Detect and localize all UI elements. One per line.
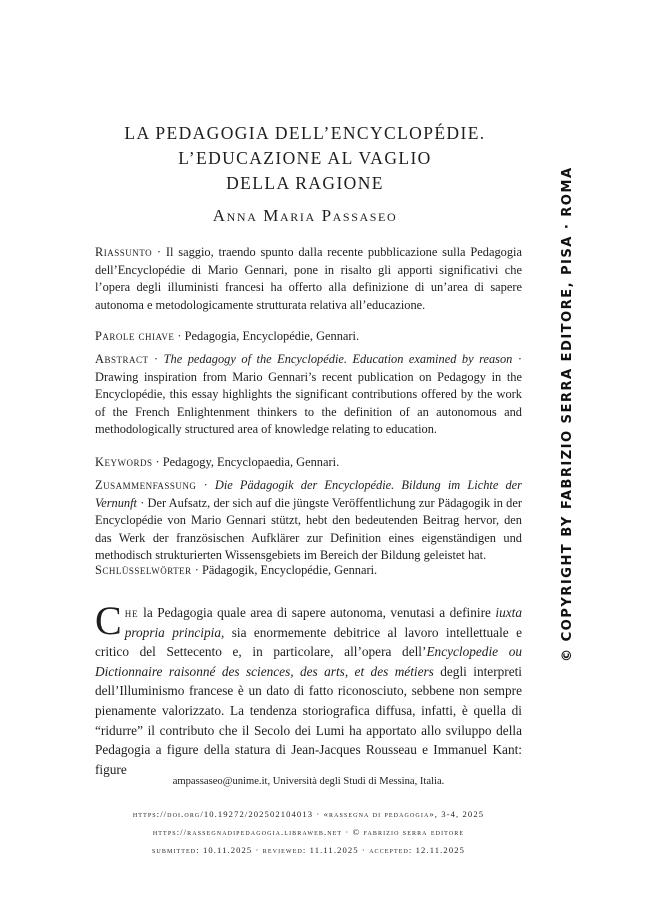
abstract-text: Il saggio, traendo spunto dalla recente pubblicazione sulla Pedagogia dell’Encyclopédie di Mario Gennari, pone in risalto gli apporti significativi che l’opera degli illuministi francesi ha offerto alla definizione di un’area di sapere autonoma e metodologicamente strutturata relativa all’educazione. [95,245,522,312]
body-italic-span: iuxta propria principia [124,605,522,640]
author-name: Anna Maria Passaseo [212,206,398,225]
title-line: L’EDUCAZIONE AL VAGLIO [178,148,432,168]
drop-cap: C [95,598,122,643]
keywords-italian [95,328,522,346]
separator: · [152,455,163,469]
separator: · [152,245,166,259]
keywords-label: Schlüsselwörter [95,563,192,577]
body-text-span: degli interpreti dell’Illuminismo francese è un dato di fatto riconosciuto, sebbene non sempre pienamente valorizzato. La tendenza storiografica diffusa, infatti, è quella di “ridurre” il contributo che il Secolo dei Lumi ha apportato allo sviluppo della Pedagogia a figure della statura di Jean-Jacques Rousseau e Immanuel Kant: figure [95,663,522,777]
abstract-label: Abstract [95,352,149,366]
separator: · [174,329,185,343]
lead-word: he [124,605,139,620]
keywords-text: Pädagogik, Encyclopédie, Gennari. [202,563,378,577]
keywords-text: Pedagogia, Encyclopédie, Gennari. [184,329,360,343]
doi-line: https://doi.org/10.19272/202502104013 · «rassegna di pedagogia», 3-4, 2025 [132,809,485,819]
separator: · [148,352,164,366]
abstract-german [95,477,522,565]
abstract-text: · Der Aufsatz, der sich auf die jüngste Veröffentlichung zur Pädagogik in der Encyclopédie von Mario Gennari stützt, hebt den bedeutenden Beitrag hervor, den das Werk der französischen Aufklärer zur Definition eines eigenständigen und methodisch strukturierten Wissensgebiets im Bereich der Bildung geleistet hat. [95,495,522,562]
body-paragraph [95,598,522,779]
keywords-english [95,454,522,472]
abstract-italian [95,244,522,314]
author-affiliation-footnote: ampassaseo@unime.it, Università degli Studi di Messina, Italia. [172,776,445,787]
body-italic-span: Encyclopedie ou Dictionnaire raisonné des sciences, des arts, et des métiers [95,644,522,679]
abstract-title: The pedagogy of the Encyclopédie. Education examined by reason [163,352,513,366]
publisher-line: https://rassegnadipedagogia.libraweb.net · © fabrizio serra editore [152,827,465,837]
abstract-text: · Drawing inspiration from Mario Gennari’s recent publication on Pedagogy in the Encyclopédie, this essay highlights the significant contributions offered by the work of the French Enlightenment thinkers to the definition of an autonomous and methodologically structured area of knowledge relating to education. [95,352,523,436]
title-line: LA PEDAGOGIA DELL’ENCYCLOPÉDIE. [124,123,486,143]
abstract-english [95,351,522,439]
separator: · [191,563,203,577]
keywords-label: Parole chiave [95,329,175,343]
keywords-label: Keywords [95,455,153,469]
dates-line: submitted: 10.11.2025 · reviewed: 11.11.2025 · accepted: 12.11.2025 [151,845,466,855]
body-text-span: , sia enormemente debitrice al lavoro intellettuale e critico del Settecento e, in particolare, all’opera dell’ [95,624,522,660]
abstract-label: Riassunto [95,245,153,259]
separator: · [196,478,215,492]
copyright-sidebar: © COPYRIGHT BY FABRIZIO SERRA EDITORE, PISA · ROMA [560,166,575,662]
abstract-label: Zusammenfassung [95,478,197,492]
title-line: DELLA RAGIONE [226,173,384,193]
abstract-title: Die Pädagogik der Encyclopédie. Bildung im Lichte der Vernunft [95,478,523,510]
keywords-text: Pedagogy, Encyclopaedia, Gennari. [162,455,340,469]
article-title [95,121,515,196]
body-text-span: la Pedagogia quale area di sapere autonoma, venutasi a definire [138,605,496,620]
keywords-german [95,562,522,580]
